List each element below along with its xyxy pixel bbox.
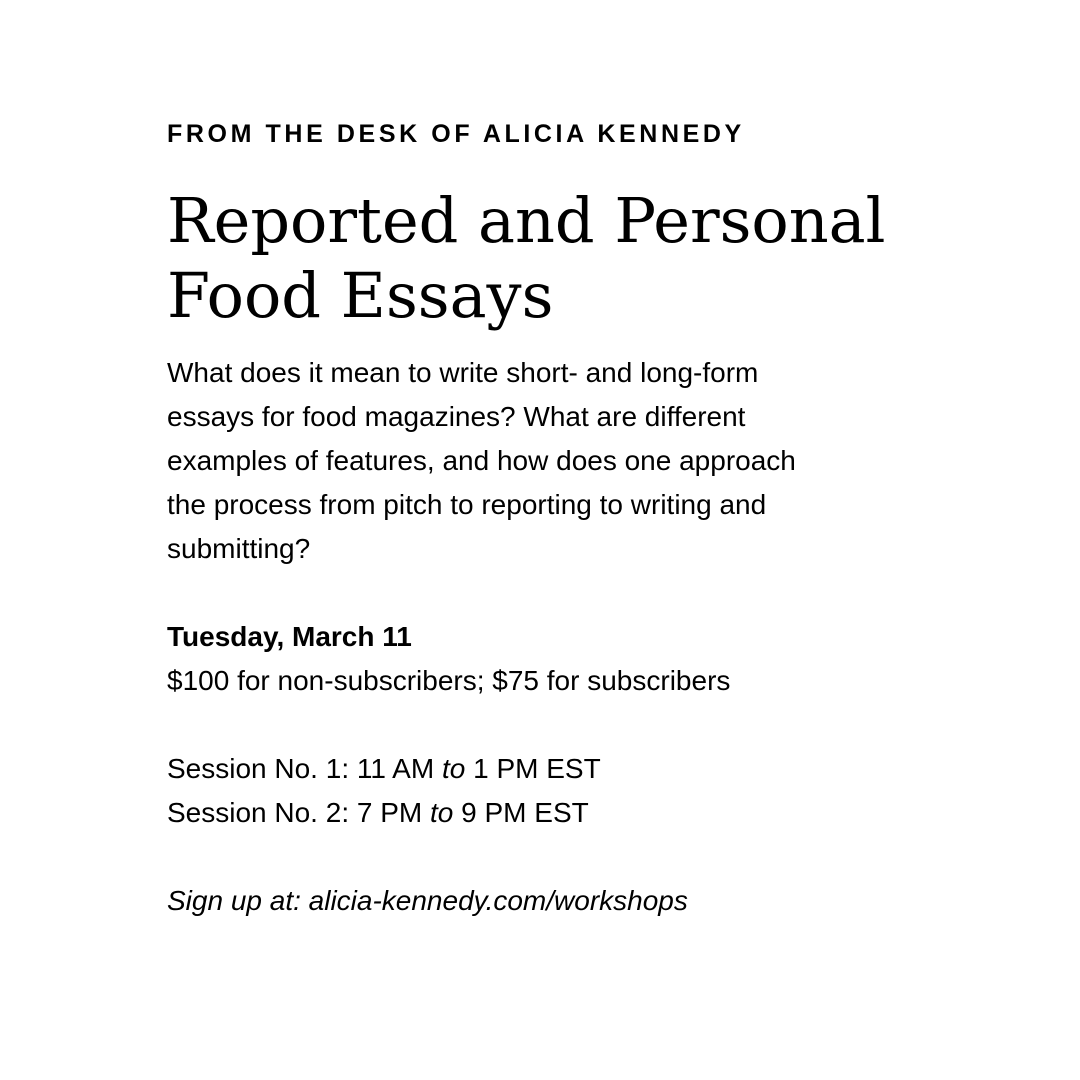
description-line-5: submitting? xyxy=(167,533,311,564)
session-2-end: 9 PM EST xyxy=(461,797,589,828)
event-date: Tuesday, March 11 xyxy=(167,621,412,652)
session-1 xyxy=(167,747,601,791)
description-line-3: examples of features, and how does one approach xyxy=(167,445,796,476)
session-1-connector: to xyxy=(441,753,466,784)
author-kicker: FROM THE DESK OF ALICIA KENNEDY xyxy=(167,120,745,148)
session-1-start: Session No. 1: 11 AM xyxy=(167,753,435,784)
session-times xyxy=(167,747,601,835)
workshop-description xyxy=(167,351,897,571)
session-2-start: Session No. 2: 7 PM xyxy=(167,797,423,828)
session-1-end: 1 PM EST xyxy=(473,753,601,784)
session-2-connector: to xyxy=(430,797,454,828)
event-pricing: $100 for non-subscribers; $75 for subscribers xyxy=(167,665,731,696)
workshop-title xyxy=(167,183,927,333)
title-line-2: Food Essays xyxy=(167,259,554,332)
description-line-4: the process from pitch to reporting to writing and xyxy=(167,489,767,520)
signup-link: Sign up at: alicia-kennedy.com/workshops xyxy=(167,885,688,916)
description-line-1: What does it mean to write short- and long-form xyxy=(167,357,759,388)
session-2 xyxy=(167,791,601,835)
description-line-2: essays for food magazines? What are different xyxy=(167,401,746,432)
title-line-1: Reported and Personal xyxy=(167,184,886,257)
